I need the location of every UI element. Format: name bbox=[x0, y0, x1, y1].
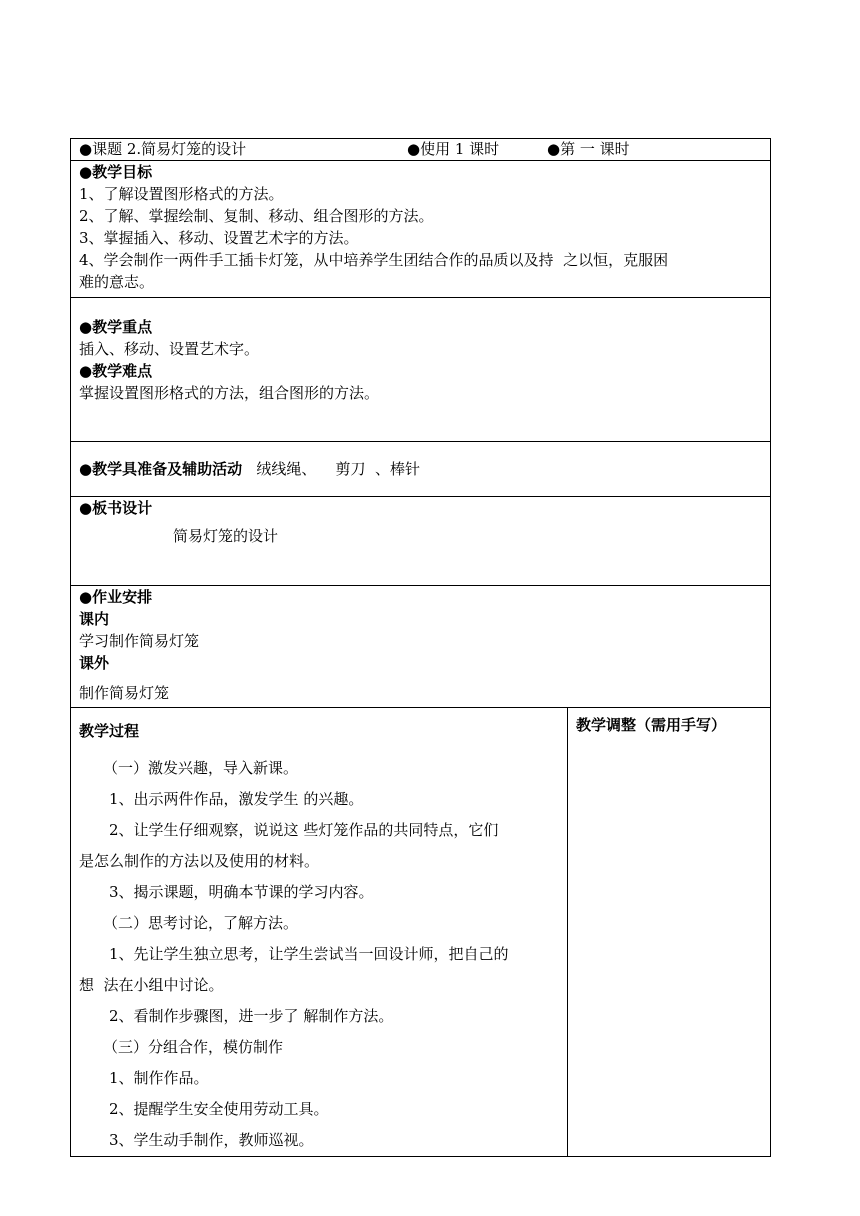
header-row bbox=[71, 139, 771, 161]
process-line: 想 法在小组中讨论。 bbox=[79, 976, 224, 994]
process-line: 3、揭示课题，明确本节课的学习内容。 bbox=[109, 883, 374, 901]
homework-title: ●作业安排 bbox=[79, 588, 153, 606]
key-points-text: 插入、移动、设置艺术字。 bbox=[79, 340, 260, 358]
in-class-text: 学习制作简易灯笼 bbox=[79, 632, 200, 650]
difficulties-title: ●教学难点 bbox=[79, 362, 153, 380]
process-cell bbox=[71, 708, 568, 1157]
key-points-row bbox=[71, 298, 771, 442]
process-row bbox=[71, 708, 771, 1157]
period-label: ●第 一 课时 bbox=[547, 140, 630, 158]
process-line: （二）思考讨论，了解方法。 bbox=[103, 914, 299, 932]
process-line: 2、提醒学生安全使用劳动工具。 bbox=[109, 1100, 329, 1118]
homework-row bbox=[71, 586, 771, 708]
objective-item: 4、学会制作一两件手工插卡灯笼，从中培养学生团结合作的品质以及持 之以恒，克服困 bbox=[79, 251, 669, 269]
process-line: （一）激发兴趣，导入新课。 bbox=[103, 759, 299, 777]
process-line: 是怎么制作的方法以及使用的材料。 bbox=[79, 852, 320, 870]
lesson-plan bbox=[70, 138, 770, 1157]
process-line: （三）分组合作，模仿制作 bbox=[103, 1038, 284, 1056]
topic-label: ●课题 2.简易灯笼的设计 bbox=[79, 140, 247, 158]
adjustment-cell[interactable] bbox=[568, 708, 771, 1157]
objective-item: 难的意志。 bbox=[79, 273, 155, 291]
board-row bbox=[71, 497, 771, 586]
objectives-title: ●教学目标 bbox=[79, 163, 153, 181]
after-class-label: 课外 bbox=[79, 654, 110, 672]
tools-title: ●教学具准备及辅助活动 bbox=[79, 460, 243, 478]
after-class-text: 制作简易灯笼 bbox=[79, 684, 170, 702]
objective-item: 2、了解、掌握绘制、复制、移动、组合图形的方法。 bbox=[79, 207, 434, 225]
process-line: 3、学生动手制作，教师巡视。 bbox=[109, 1131, 314, 1149]
objectives-row bbox=[71, 161, 771, 298]
process-line: 1、先让学生独立思考，让学生尝试当一回设计师，把自己的 bbox=[109, 945, 509, 963]
adjustment-title: 教学调整（需用手写） bbox=[576, 716, 727, 734]
key-points-title: ●教学重点 bbox=[79, 318, 153, 336]
process-line: 2、看制作步骤图，进一步了 解制作方法。 bbox=[109, 1007, 394, 1025]
process-line: 1、制作作品。 bbox=[109, 1069, 209, 1087]
in-class-label: 课内 bbox=[79, 610, 110, 628]
objective-item: 1、了解设置图形格式的方法。 bbox=[79, 185, 284, 203]
usage-label: ●使用 1 课时 bbox=[407, 140, 500, 158]
process-title: 教学过程 bbox=[79, 722, 140, 740]
process-line: 2、让学生仔细观察，说说这 些灯笼作品的共同特点，它们 bbox=[109, 821, 499, 839]
lesson-plan-table bbox=[70, 138, 771, 1157]
process-line: 1、出示两件作品，激发学生 的兴趣。 bbox=[109, 790, 364, 808]
tools-row bbox=[71, 442, 771, 497]
objective-item: 3、掌握插入、移动、设置艺术字的方法。 bbox=[79, 229, 359, 247]
difficulties-text: 掌握设置图形格式的方法，组合图形的方法。 bbox=[79, 384, 380, 402]
board-text: 简易灯笼的设计 bbox=[173, 527, 279, 545]
board-title: ●板书设计 bbox=[79, 499, 153, 517]
tools-text: 绒线绳、 剪刀 、棒针 bbox=[242, 460, 421, 478]
